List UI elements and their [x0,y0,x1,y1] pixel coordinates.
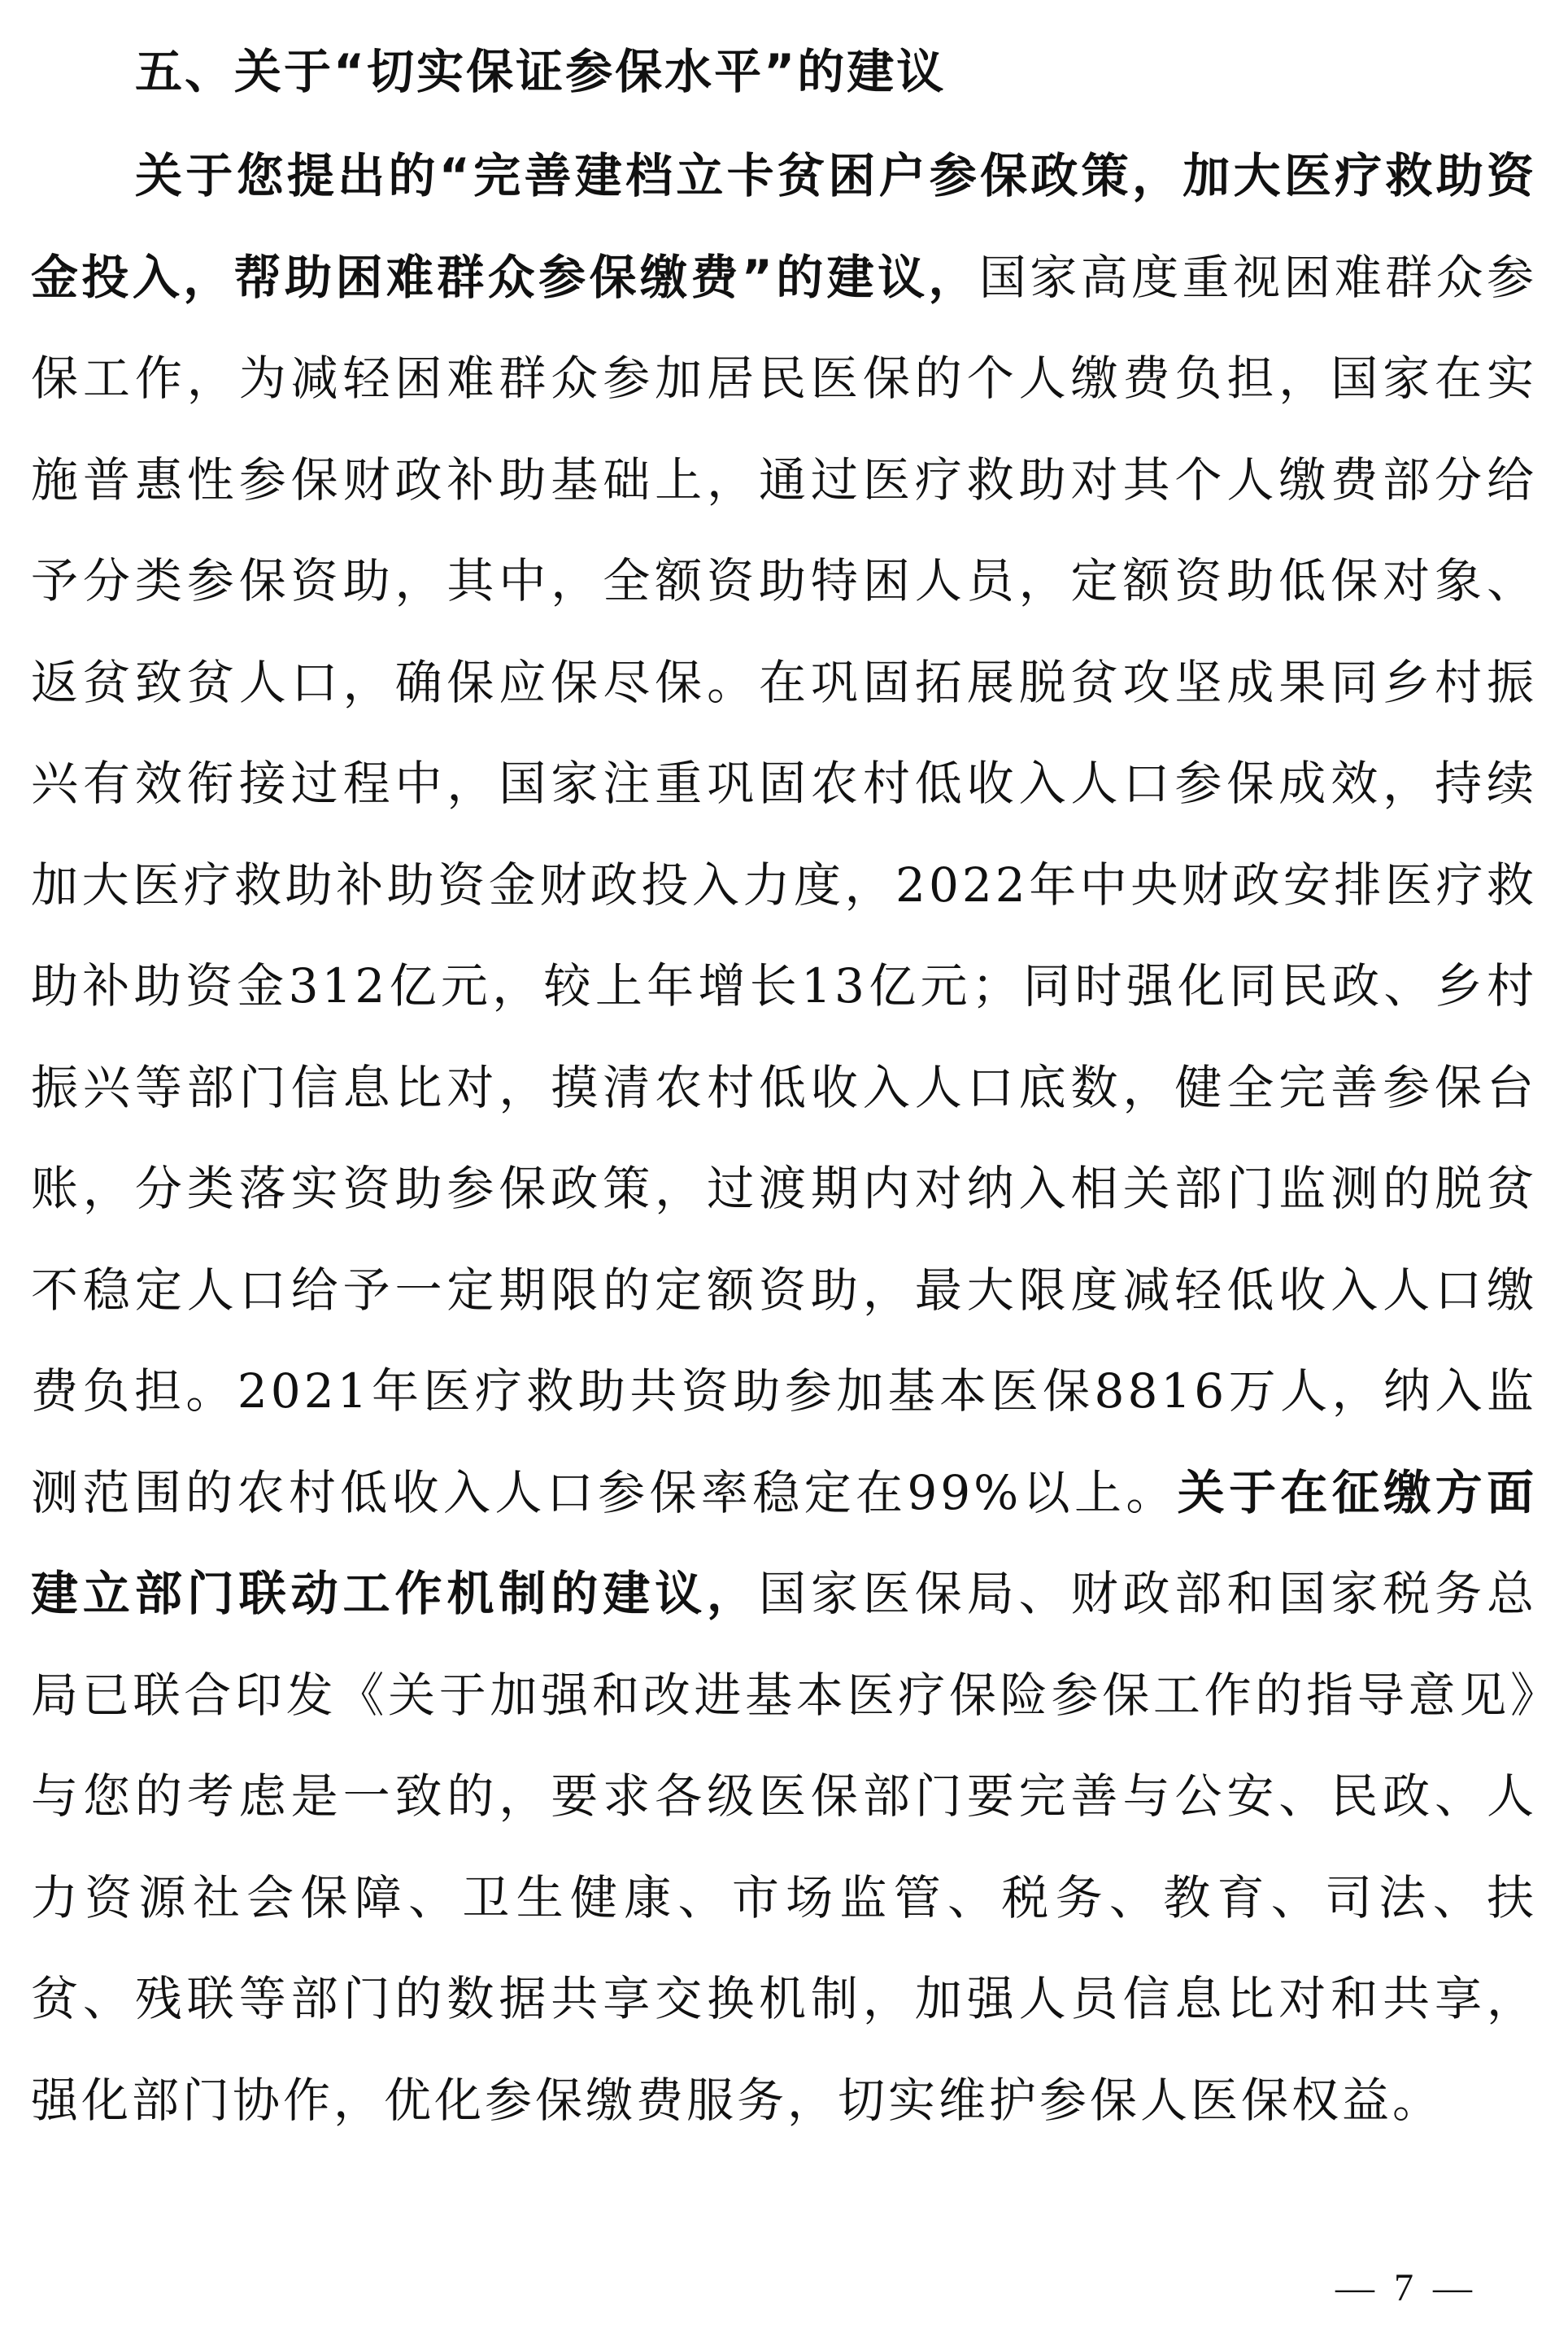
paragraph-text-2: 国家医保局、财政部和国家税务总局已联合印发《关于加强和改进基本医疗保险参保工作的指导意见》与您的考虑是一致的，要求各级医保部门要完善与公安、民政、人力资源社会保障、卫生健康、市场监管、税务、教育、司法、扶贫、残联等部门的数据共享交换机制，加强人员信息比对和共享，强化部门协作，优化参保缴费服务，切实维护参保人医保权益。 [31,1566,1537,2128]
section-heading: 五、关于“切实保证参保水平”的建议 [135,44,947,99]
body-paragraph [31,125,1537,2151]
page-number: — 7 — [1335,2266,1477,2309]
paragraph-text-1: 国家高度重视困难群众参保工作，为减轻困难群众参加居民医保的个人缴费负担，国家在实施普惠性参保财政补助基础上，通过医疗救助对其个人缴费部分给予分类参保资助，其中，全额资助特困人员，定额资助低保对象、返贫致贫人口，确保应保尽保。在巩固拓展脱贫攻坚成果同乡村振兴有效衔接过程中，国家注重巩固农村低收入人口参保成效，持续加大医疗救助补助资金财政投入力度，2022年中央财政安排医疗救助补助资金312亿元，较上年增长13亿元；同时强化同民政、乡村振兴等部门信息比对，摸清农村低收入人口底数，健全完善参保台账，分类落实资助参保政策，过渡期内对纳入相关部门监测的脱贫不稳定人口给予一定期限的定额资助，最大限度减轻低收入人口缴费负担。2021年医疗救助共资助参加基本医保8816万人，纳入监测范围的农村低收入人口参保率稳定在99%以上。 [31,249,1537,1520]
middle-bold-text: 关于在征缴方面建立部门联动工作机制的建议， [31,1464,1537,1621]
lead-bold-text: 关于您提出的“完善建档立卡贫困户参保政策，加大医疗救助资金投入，帮助困难群众参保缴费”的建议， [31,148,1537,305]
